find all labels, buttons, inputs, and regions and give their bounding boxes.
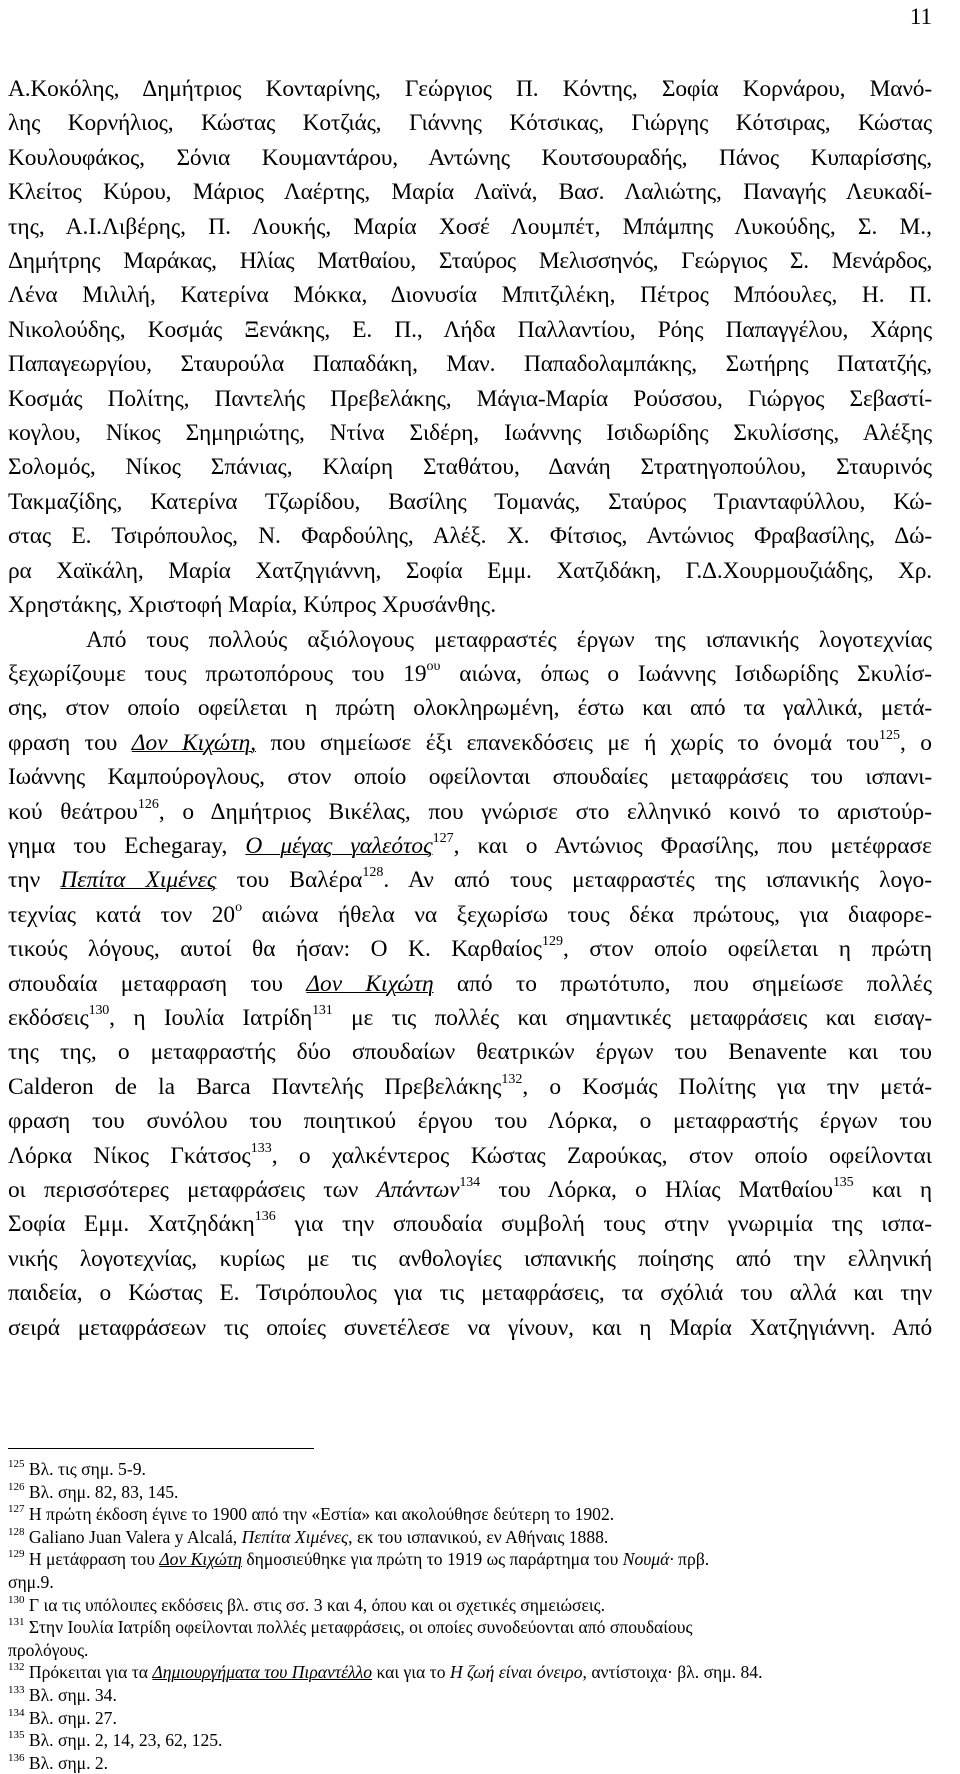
text-line: νικής λογοτεχνίας, κυρίως με τις ανθολογίες ισπανικής ποίησης από την ελληνική	[8, 1245, 932, 1272]
text-line: Τακμαζίδης, Κατερίνα Τζωρίδου, Βασίλης Τομανάς, Σταύρος Τριανταφύλλου, Κώ-	[8, 488, 932, 515]
footnote-129: $^{129}$ Η μετάφραση του Δον Κιχώτη δημοσιεύθηκε για πρώτη το 1919 ως παράρτημα του Νουμά· πρβ. σημ.9.	[8, 1548, 710, 1592]
footnote-ref-127[interactable]: 127	[432, 830, 454, 846]
footnote-ref-136[interactable]: 136	[254, 1209, 276, 1225]
text-line: την Πεπίτα Χιμένες του Βαλέρα$^{128}$. Αν από τους μεταφραστές της ισπανικής λογο-	[8, 865, 932, 894]
text-line: Από τους πολλούς αξιόλογους μεταφραστές έργων της ισπανικής λογοτεχνίας	[86, 626, 932, 653]
italic-title: Δον Κιχώτη,	[131, 729, 257, 756]
text-line: Παπαγεωργίου, Σταυρούλα Παπαδάκη, Μαν. Παπαδολαμπάκης, Σωτήρης Πατατζής,	[8, 351, 932, 378]
text-line: Λόρκα Νίκος Γκάτσος$^{133}$, ο χαλκέντερος Κώστας Ζαρούκας, στον οποίο οφείλονται	[8, 1140, 932, 1169]
text-line: Σοφία Εμμ. Χατζηδάκη$^{136}$ για την σπουδαία συμβολή τους στην γνωριμία της ισπα-	[8, 1209, 933, 1238]
text-line: σης, στον οποίο οφείλεται η πρώτη ολοκληρωμένη, έστω και από τα γαλλικά, μετά-	[8, 695, 932, 722]
italic-title: Πεπίτα Χιμένες	[60, 867, 217, 894]
text-line: Κουλουφάκος, Σόνια Κουμαντάρου, Αντώνης Κουτσουραδής, Πάνος Κυπαρίσσης,	[8, 144, 932, 171]
text-line: κού θεάτρου$^{126}$, ο Δημήτριος Βικέλας, που γνώρισε στο ελληνικό κοινό το αριστούρ-	[8, 796, 933, 825]
body-text	[8, 72, 932, 1345]
text-line: Calderon de la Barca Παντελής Πρεβελάκης$^{132}$, ο Κοσμάς Πολίτης για την μετά-	[8, 1071, 932, 1100]
text-line: φραση του Δον Κιχώτη, που σημείωσε έξι επανεκδόσεις με ή χωρίς το όνομά του$^{125}$, ο	[8, 727, 933, 756]
footnote-ref-130[interactable]: 130	[88, 1002, 110, 1018]
footnote-134: $^{134}$ Βλ. σημ. 27.	[8, 1706, 117, 1728]
footnote-ref-135[interactable]: 135	[832, 1175, 854, 1190]
page-number: 11	[909, 4, 932, 29]
superscript: ου	[426, 658, 441, 674]
text-line: Ιωάννης Καμπούρογλους, στον οποίο οφείλονται σπουδαίες μεταφράσεις του ισπανι-	[8, 764, 932, 791]
footnote-133: $^{133}$ Βλ. σημ. 34.	[8, 1683, 117, 1705]
paragraph-translators	[8, 623, 932, 1346]
text-line: Νικολούδης, Κοσμάς Ξενάκης, Ε. Π., Λήδα Παλλαντίου, Ρόης Παπαγγέλου, Χάρης	[8, 316, 932, 343]
text-line: σειρά μεταφράσεων τις οποίες συνετέλεσε να γίνουν, και η Μαρία Χατζηγιάννη. Από	[8, 1314, 932, 1341]
footnotes-list	[8, 1458, 932, 1774]
text-line: ξεχωρίζουμε τους πρωτοπόρους του $19^{o\upsilon}$ αιώνα, όπως ο Ιωάννης Ισιδωρίδης Σκυλίσ-	[8, 658, 932, 687]
text-line: ρα Χαϊκάλη, Μαρία Χατζηγιάννη, Σοφία Εμμ. Χατζιδάκη, Γ.Δ.Χουρμουζιάδης, Χρ.	[8, 557, 932, 584]
footnote-126: $^{126}$ Βλ. σημ. 82, 83, 145.	[8, 1480, 179, 1502]
italic-title: Ο μέγας γαλεότος	[245, 832, 433, 859]
footnote-128: $^{128}$ Galiano Juan Valera y Alcalá, Πεπίτα Χιμένες, εκ του ισπανικού, εν Αθήναις 1888.	[8, 1525, 609, 1547]
superscript: ο	[235, 899, 243, 915]
text-line: οι περισσότερες μεταφράσεις των Απάντων$^{134}$ του Λόρκα, ο Ηλίας Ματθαίου$^{135}$ και η	[8, 1175, 932, 1203]
text-line: Δημήτρης Μαράκας, Ηλίας Ματθαίου, Σταύρος Μελισσηνός, Γεώργιος Σ. Μενάρδος,	[8, 248, 932, 275]
text-line: της της, ο μεταφραστής δύο σπουδαίων θεατρικών έργων του Benavente και του	[8, 1039, 932, 1066]
footnote-separator	[8, 1448, 314, 1449]
footnote-130: $^{130}$ Γ ια τις υπόλοιπες εκδόσεις βλ. στις σσ. 3 και 4, όπου και οι σχετικές σημειώσεις.	[8, 1593, 606, 1615]
footnote-ref-134[interactable]: 134	[459, 1175, 480, 1190]
footnote-ref-131[interactable]: 131	[312, 1002, 333, 1018]
text-line: τικούς λόγους, αυτοί θα ήσαν: Ο Κ. Καρθαίος$^{129}$, στον οποίο οφείλεται η πρώτη	[8, 934, 932, 963]
text-line: Κλείτος Κύρου, Μάριος Λαέρτης, Μαρία Λαϊνά, Βασ. Λαλιώτης, Παναγής Λευκαδί-	[8, 179, 932, 206]
text-line: παιδεία, ο Κώστας Ε. Τσιρόπουλος για τις μεταφράσεις, τα σχόλιά του αλλά και την	[8, 1280, 932, 1307]
footnote-132: $^{132}$ Πρόκειται για τα Δημιουργήματα του Πιραντέλλο και για το Η ζωή είναι όνειρο, αντίστοιχα· βλ. σημ. 84.	[8, 1661, 763, 1683]
text-line: σπουδαία μεταφραση του Δον Κιχώτη από το πρωτότυπο, που σημείωσε πολλές	[8, 970, 932, 997]
text-line: τεχνίας κατά τον $20^o$ αιώνα ήθελα να ξεχωρίσω τους δέκα πρώτους, για διαφορε-	[8, 899, 932, 928]
footnote-135: $^{135}$ Βλ. σημ. 2, 14, 23, 62, 125.	[8, 1729, 223, 1751]
text-line: Χρηστάκης, Χριστοφή Μαρία, Κύπρος Χρυσάνθης.	[8, 592, 497, 619]
text-line: κογλου, Νίκος Σημηριώτης, Ντίνα Σιδέρη, Ιωάννης Ισιδωρίδης Σκυλίσσης, Αλέξης	[8, 420, 932, 447]
footnote-ref-132[interactable]: 132	[501, 1071, 523, 1087]
text-line: Α.Κοκόλης, Δημήτριος Κονταρίνης, Γεώργιος Π. Κόντης, Σοφία Κορνάρου, Μανό-	[8, 76, 932, 102]
footnote-136: $^{136}$ Βλ. σημ. 2.	[8, 1751, 109, 1773]
text-line: Σολομός, Νίκος Σπάνιας, Κλαίρη Σταθάτου, Δανάη Στρατηγοπούλου, Σταυρινός	[8, 454, 932, 481]
footnote-ref-125[interactable]: 125	[879, 727, 901, 743]
text-line: εκδόσεις$^{130}$, η Ιουλία Ιατρίδη$^{131}$ με τις πολλές και σημαντικές μεταφράσεις και εισαγ-	[8, 1002, 932, 1031]
footnote-ref-128[interactable]: 128	[362, 865, 384, 881]
footnote-127: $^{127}$ Η πρώτη έκδοση έγινε το 1900 από την «Εστία» και ακολούθησε δεύτερη το 1902.	[8, 1503, 615, 1525]
text-line: λης Κορνήλιος, Κώστας Κοτζιάς, Γιάννης Κότσικας, Γιώργης Κότσιρας, Κώστας	[8, 110, 932, 137]
footnote-ref-126[interactable]: 126	[137, 796, 159, 812]
footnote-ref-133[interactable]: 133	[250, 1140, 272, 1156]
footnote-125: $^{125}$ Βλ. τις σημ. 5-9.	[8, 1458, 146, 1479]
text-line: φραση του συνόλου του ποιητικού έργου του Λόρκα, ο μεταφραστής έργων του	[8, 1108, 932, 1135]
footnote-131: $^{131}$ Στην Ιουλία Ιατρίδη οφείλονται πολλές μεταφράσεις, οι οποίες συνοδεύονται από σπουδαίους προλόγους.	[8, 1616, 693, 1660]
text-line: Λένα Μιλιλή, Κατερίνα Μόκκα, Διονυσία Μπιτζιλέκη, Πέτρος Μπόουλες, Η. Π.	[8, 282, 932, 309]
footnote-ref-129[interactable]: 129	[541, 934, 563, 950]
italic-title: Δον Κιχώτη	[306, 970, 434, 997]
text-line: στας Ε. Τσιρόπουλος, Ν. Φαρδούλης, Αλέξ. Χ. Φίτσιος, Αντώνιος Φραβασίλης, Δώ-	[8, 523, 932, 550]
text-line: γημα του Echegaray, Ο μέγας γαλεότος$^{127}$, και ο Αντώνιος Φρασίλης, που μετέφρασε	[8, 830, 932, 859]
text-line: της, Α.Ι.Λιβέρης, Π. Λουκής, Μαρία Χοσέ Λουμπέτ, Μπάμπης Λυκούδης, Σ. Μ.,	[8, 213, 932, 240]
text-line: Κοσμάς Πολίτης, Παντελής Πρεβελάκης, Μάγια-Μαρία Ρούσσου, Γιώργος Σεβαστί-	[8, 385, 932, 412]
paragraph-names-list	[8, 72, 932, 623]
italic-title: Απάντων	[376, 1177, 460, 1203]
